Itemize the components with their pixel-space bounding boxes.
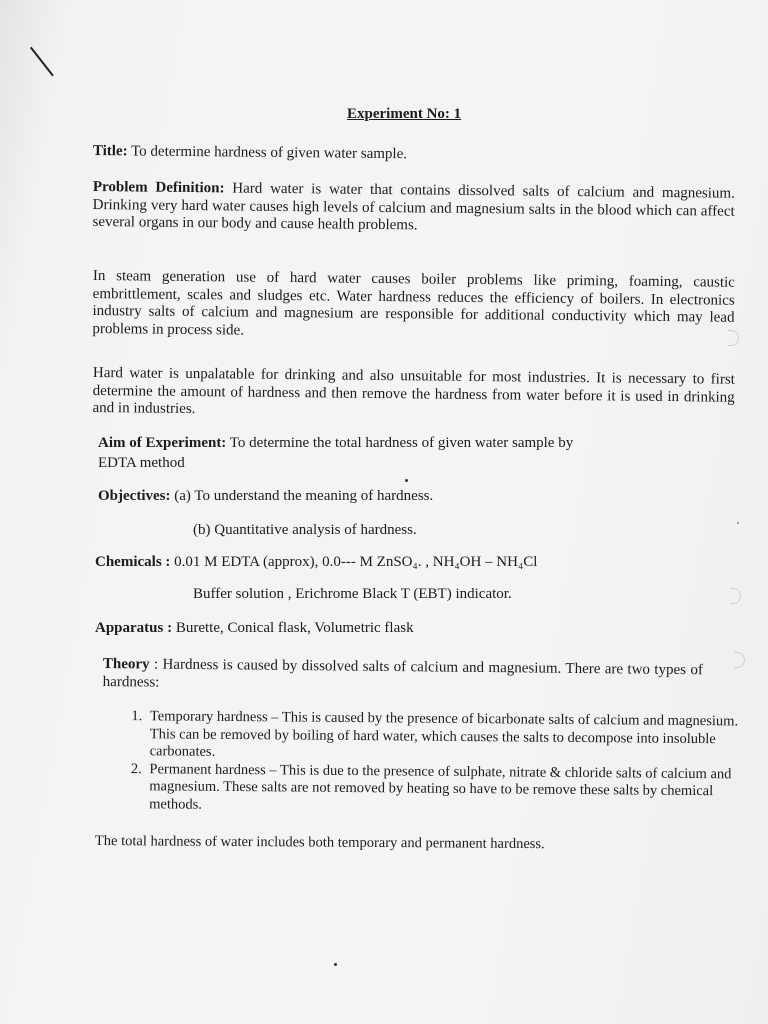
list-item: 1. Temporary hardness – This is caused by the presence of bicarbonate salts of calcium and magnesium. This can be removed by boiling of hard water, which causes the salts to decompose into insoluble carbonates.: [146, 708, 746, 766]
pen-mark: [30, 47, 54, 77]
title-line: [93, 143, 735, 167]
chemicals-line: [95, 554, 537, 571]
problem-definition-text: Hard water is water that contains dissolved salts of calcium and magnesium. Drinking very hard water causes high levels of calcium and magnesium salts in the blood which can affect several organs in our body and cause health problems.: [92, 180, 735, 234]
theory-separator: :: [149, 656, 163, 673]
scan-artifact: [728, 330, 739, 346]
scan-speck: [737, 522, 739, 524]
chemicals-line-2: Buffer solution , Erichrome Black T (EBT) indicator.: [193, 586, 512, 602]
title-text: To determine hardness of given water sample.: [127, 143, 408, 163]
objectives-line: [98, 488, 433, 505]
chemicals-text: 0.01 M EDTA (approx), 0.0--- M ZnSO₄. , NH₄OH – NH₄Cl: [170, 554, 538, 570]
objective-item: (b) Quantitative analysis of hardness.: [193, 522, 417, 538]
scan-artifact: [730, 588, 741, 604]
theory-label: Theory: [102, 656, 150, 673]
objectives-label: Objectives:: [98, 488, 171, 504]
experiment-heading: Experiment No: 1: [347, 106, 462, 122]
apparatus-text: Burette, Conical flask, Volumetric flask: [172, 620, 414, 636]
chemicals-label: Chemicals :: [95, 554, 171, 570]
apparatus-line: [95, 620, 414, 637]
aim-line-2: EDTA method: [98, 455, 185, 471]
boiler-problems-paragraph: In steam generation use of hard water causes boiler problems like priming, foaming, caustic embrittlement, scales and sludges etc. Water hardness reduces the efficiency of boilers. In electronics industry salts of calcium and magnesium are responsible for additional conductivity which may lead problems in process side.: [92, 268, 735, 339]
theory-paragraph: [103, 656, 703, 697]
apparatus-label: Apparatus :: [95, 620, 173, 636]
problem-definition-label: Problem Definition:: [92, 179, 225, 197]
list-item: 2. Permanent hardness – This is due to the presence of sulphate, nitrate & chloride salts of calcium and magnesium. These salts are not removed by heating so have to be remove these salts by chemical methods.: [145, 761, 745, 819]
scan-speck: [334, 963, 337, 966]
theory-text: Hardness is caused by dissolved salts of calcium and magnesium. There are two types of hardness:: [102, 656, 703, 691]
scan-speck: [405, 479, 408, 482]
conclusion-line: The total hardness of water includes both temporary and permanent hardness.: [94, 833, 545, 853]
scan-artifact: [734, 652, 745, 668]
hard-water-paragraph: Hard water is unpalatable for drinking and also unsuitable for most industries. It is necessary to first determine the amount of hardness and then remove the hardness from water before it is used in drinking and in industries.: [92, 365, 735, 418]
problem-definition-paragraph: [92, 179, 735, 238]
aim-text: To determine the total hardness of given water sample by: [226, 435, 574, 451]
aim-label: Aim of Experiment:: [98, 435, 227, 451]
aim-line: [98, 435, 573, 452]
title-label: Title:: [92, 143, 128, 160]
hardness-types-list: [119, 708, 746, 818]
objective-item: (a) To understand the meaning of hardness.: [174, 488, 434, 504]
